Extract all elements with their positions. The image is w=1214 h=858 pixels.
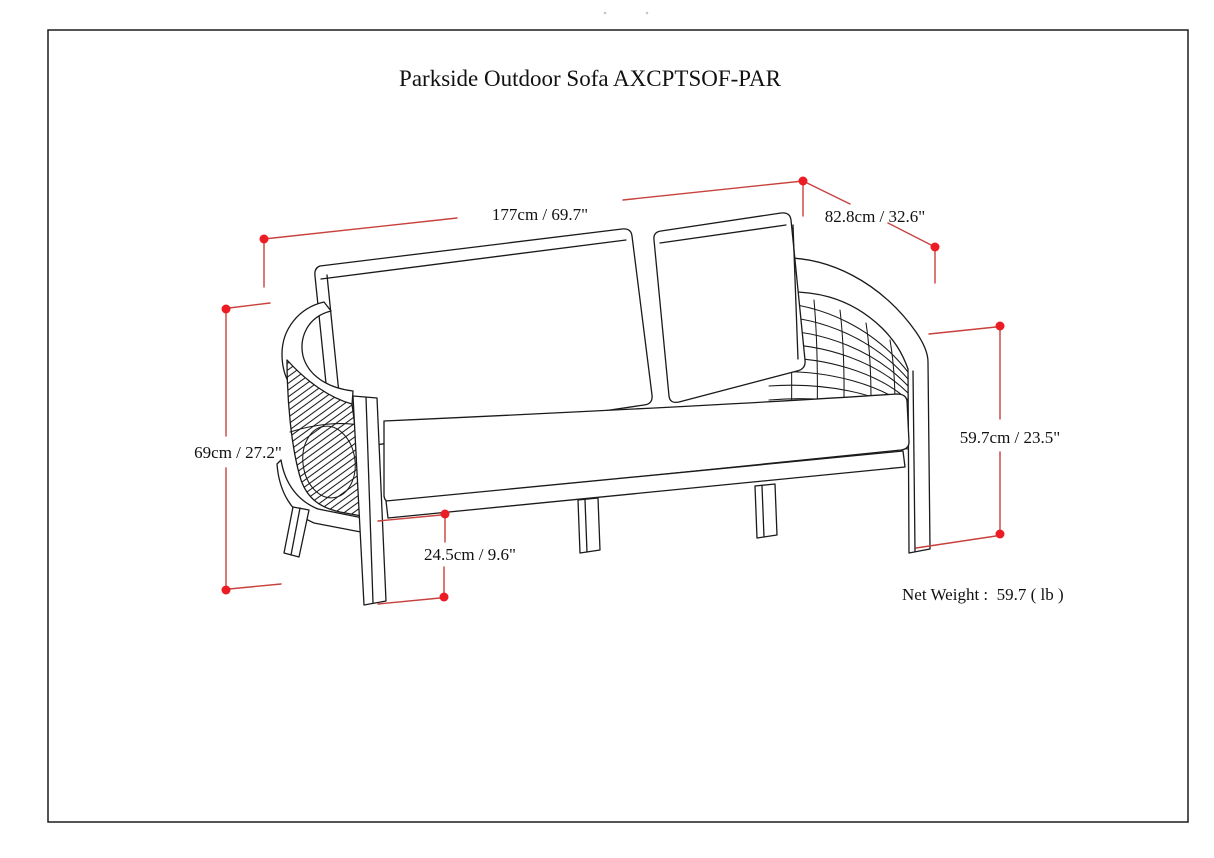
net-weight-text: Net Weight : 59.7 ( lb ) <box>902 585 1064 604</box>
marker-dot <box>996 530 1005 539</box>
marker-dot <box>260 235 269 244</box>
sofa-drawing <box>277 213 930 605</box>
marker-dot <box>996 322 1005 331</box>
dimension-depth-label: 82.8cm / 32.6" <box>824 207 926 226</box>
page-title: Parkside Outdoor Sofa AXCPTSOF-PAR <box>399 66 781 91</box>
marker-dot <box>441 510 450 519</box>
dimension-clearance-label: 24.5cm / 9.6" <box>424 545 516 564</box>
marker-dot <box>931 243 940 252</box>
marker-dot <box>222 305 231 314</box>
dimension-height-label: 69cm / 27.2" <box>194 443 282 462</box>
marker-dot <box>799 177 808 186</box>
marker-dot <box>440 593 449 602</box>
dimension-width-label: 177cm / 69.7" <box>491 205 589 224</box>
top-artifact-marks <box>604 12 649 15</box>
dimension-arm-height-label: 59.7cm / 23.5" <box>959 428 1061 447</box>
marker-dot <box>222 586 231 595</box>
